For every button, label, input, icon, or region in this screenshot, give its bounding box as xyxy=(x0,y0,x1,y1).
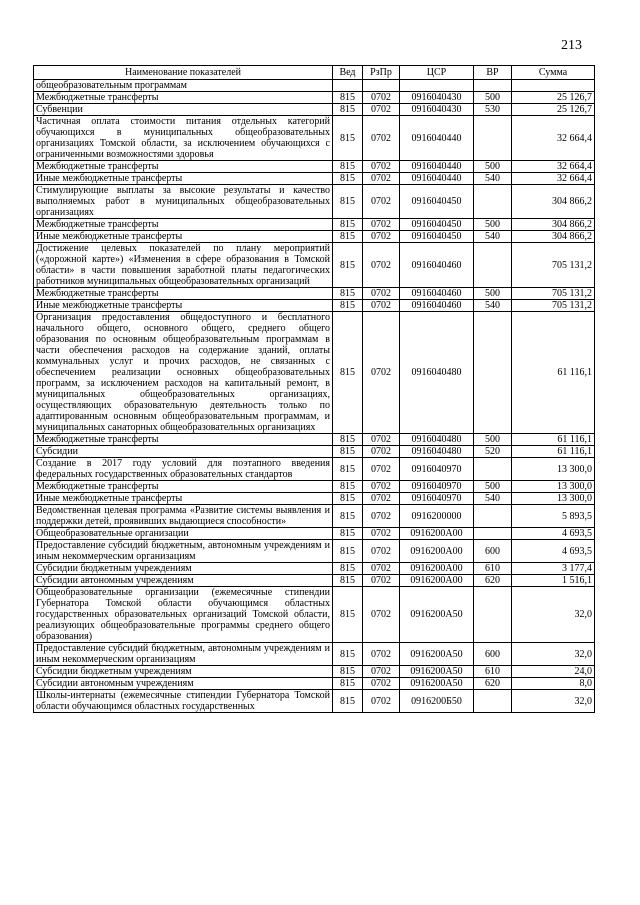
row-vr-cell xyxy=(474,243,512,288)
row-name-cell: Предоставление субсидий бюджетным, автономным учреждениям и иным некоммерческим организациям xyxy=(34,643,333,666)
row-ved-cell: 815 xyxy=(333,104,363,116)
row-vr-cell: 520 xyxy=(474,446,512,458)
row-csr-cell: 0916040480 xyxy=(400,446,474,458)
row-sum-cell: 32 664,4 xyxy=(512,116,595,161)
row-sum-cell: 61 116,1 xyxy=(512,312,595,434)
row-csr-cell: 0916040440 xyxy=(400,116,474,161)
row-ved-cell: 815 xyxy=(333,666,363,678)
row-csr-cell: 0916040460 xyxy=(400,243,474,288)
row-sum-cell: 24,0 xyxy=(512,666,595,678)
table-row xyxy=(34,587,595,643)
row-csr-cell: 0916040440 xyxy=(400,173,474,185)
row-csr-cell: 0916040460 xyxy=(400,300,474,312)
row-rzpr-cell: 0702 xyxy=(363,563,400,575)
row-name-cell: Субсидии автономным учреждениям xyxy=(34,678,333,690)
table-row xyxy=(34,446,595,458)
table-row xyxy=(34,219,595,231)
row-ved-cell: 815 xyxy=(333,116,363,161)
header-vr: ВР xyxy=(474,66,512,80)
row-csr-cell: 0916200А50 xyxy=(400,666,474,678)
row-ved-cell: 815 xyxy=(333,312,363,434)
row-vr-cell: 500 xyxy=(474,481,512,493)
row-ved-cell: 815 xyxy=(333,528,363,540)
table-row xyxy=(34,185,595,219)
row-vr-cell: 500 xyxy=(474,288,512,300)
row-ved-cell: 815 xyxy=(333,505,363,528)
row-rzpr-cell: 0702 xyxy=(363,505,400,528)
row-rzpr-cell: 0702 xyxy=(363,493,400,505)
row-vr-cell: 530 xyxy=(474,104,512,116)
row-name-cell: Школы-интернаты (ежемесячные стипендии Губернатора Томской области обучающимся областных государственных xyxy=(34,690,333,713)
row-csr-cell: 0916200А50 xyxy=(400,678,474,690)
row-sum-cell: 13 300,0 xyxy=(512,481,595,493)
row-sum-cell: 61 116,1 xyxy=(512,434,595,446)
row-ved-cell: 815 xyxy=(333,587,363,643)
row-ved-cell xyxy=(333,80,363,92)
row-name-cell: Ведомственная целевая программа «Развитие системы выявления и поддержки детей, проявивших выдающиеся способности» xyxy=(34,505,333,528)
row-rzpr-cell: 0702 xyxy=(363,104,400,116)
row-vr-cell: 610 xyxy=(474,666,512,678)
row-ved-cell: 815 xyxy=(333,92,363,104)
row-rzpr-cell: 0702 xyxy=(363,288,400,300)
table-row xyxy=(34,643,595,666)
row-name-cell: Иные межбюджетные трансферты xyxy=(34,231,333,243)
table-row xyxy=(34,505,595,528)
row-ved-cell: 815 xyxy=(333,173,363,185)
row-sum-cell: 8,0 xyxy=(512,678,595,690)
row-rzpr-cell: 0702 xyxy=(363,219,400,231)
row-sum-cell: 32,0 xyxy=(512,690,595,713)
row-name-cell: Межбюджетные трансферты xyxy=(34,434,333,446)
row-csr-cell: 0916200А00 xyxy=(400,575,474,587)
row-name-cell: Общеобразовательные организации xyxy=(34,528,333,540)
row-sum-cell: 3 177,4 xyxy=(512,563,595,575)
row-ved-cell: 815 xyxy=(333,575,363,587)
table-row xyxy=(34,312,595,434)
row-sum-cell xyxy=(512,80,595,92)
row-vr-cell: 540 xyxy=(474,231,512,243)
row-ved-cell: 815 xyxy=(333,243,363,288)
row-csr-cell: 0916200А50 xyxy=(400,643,474,666)
table-row xyxy=(34,434,595,446)
row-ved-cell: 815 xyxy=(333,643,363,666)
row-csr-cell: 0916200А00 xyxy=(400,563,474,575)
row-name-cell: Иные межбюджетные трансферты xyxy=(34,173,333,185)
row-ved-cell: 815 xyxy=(333,161,363,173)
row-rzpr-cell: 0702 xyxy=(363,528,400,540)
row-rzpr-cell xyxy=(363,80,400,92)
header-ved: Вед xyxy=(333,66,363,80)
row-rzpr-cell: 0702 xyxy=(363,434,400,446)
row-csr-cell: 0916040430 xyxy=(400,104,474,116)
header-sum: Сумма xyxy=(512,66,595,80)
row-ved-cell: 815 xyxy=(333,434,363,446)
page-number: 213 xyxy=(561,38,582,53)
row-vr-cell: 500 xyxy=(474,92,512,104)
table-row xyxy=(34,678,595,690)
row-rzpr-cell: 0702 xyxy=(363,116,400,161)
row-vr-cell: 600 xyxy=(474,540,512,563)
row-sum-cell: 25 126,7 xyxy=(512,104,595,116)
row-ved-cell: 815 xyxy=(333,288,363,300)
row-csr-cell xyxy=(400,80,474,92)
row-sum-cell: 705 131,2 xyxy=(512,300,595,312)
row-sum-cell: 13 300,0 xyxy=(512,458,595,481)
row-ved-cell: 815 xyxy=(333,458,363,481)
table-row xyxy=(34,80,595,92)
row-vr-cell xyxy=(474,587,512,643)
row-csr-cell: 0916200А00 xyxy=(400,540,474,563)
row-csr-cell: 0916040480 xyxy=(400,434,474,446)
table-row xyxy=(34,104,595,116)
row-name-cell: Субвенции xyxy=(34,104,333,116)
row-rzpr-cell: 0702 xyxy=(363,643,400,666)
row-vr-cell: 540 xyxy=(474,493,512,505)
row-csr-cell: 0916040450 xyxy=(400,219,474,231)
row-vr-cell xyxy=(474,458,512,481)
row-name-cell: Общеобразовательные организации (ежемесячные стипендии Губернатора Томской области обучающимся областных государственных образовательных организаций Томской области, реализующих общеобразовательные программы среднего общего образования) xyxy=(34,587,333,643)
table-row xyxy=(34,161,595,173)
table-row xyxy=(34,575,595,587)
row-name-cell: Межбюджетные трансферты xyxy=(34,92,333,104)
row-csr-cell: 0916040970 xyxy=(400,458,474,481)
table-row xyxy=(34,493,595,505)
row-ved-cell: 815 xyxy=(333,678,363,690)
row-vr-cell: 610 xyxy=(474,563,512,575)
row-ved-cell: 815 xyxy=(333,231,363,243)
row-vr-cell: 620 xyxy=(474,575,512,587)
row-rzpr-cell: 0702 xyxy=(363,481,400,493)
row-csr-cell: 0916200000 xyxy=(400,505,474,528)
row-ved-cell: 815 xyxy=(333,446,363,458)
row-rzpr-cell: 0702 xyxy=(363,92,400,104)
row-name-cell: общеобразовательным программам xyxy=(34,80,333,92)
row-sum-cell: 4 693,5 xyxy=(512,540,595,563)
table-row xyxy=(34,231,595,243)
row-name-cell: Межбюджетные трансферты xyxy=(34,219,333,231)
row-sum-cell: 1 516,1 xyxy=(512,575,595,587)
row-rzpr-cell: 0702 xyxy=(363,587,400,643)
row-rzpr-cell: 0702 xyxy=(363,446,400,458)
row-rzpr-cell: 0702 xyxy=(363,458,400,481)
row-rzpr-cell: 0702 xyxy=(363,666,400,678)
table-header-row xyxy=(34,66,595,80)
row-csr-cell: 0916040440 xyxy=(400,161,474,173)
row-csr-cell: 0916200А50 xyxy=(400,587,474,643)
row-ved-cell: 815 xyxy=(333,300,363,312)
row-ved-cell: 815 xyxy=(333,563,363,575)
table-row xyxy=(34,690,595,713)
row-csr-cell: 0916200А00 xyxy=(400,528,474,540)
row-rzpr-cell: 0702 xyxy=(363,231,400,243)
row-csr-cell: 0916040450 xyxy=(400,231,474,243)
header-name: Наименование показателей xyxy=(34,66,333,80)
row-ved-cell: 815 xyxy=(333,481,363,493)
row-sum-cell: 705 131,2 xyxy=(512,243,595,288)
row-csr-cell: 0916200Б50 xyxy=(400,690,474,713)
row-sum-cell: 32 664,4 xyxy=(512,161,595,173)
row-name-cell: Достижение целевых показателей по плану мероприятий («дорожной карте») «Изменения в сфере образования в Томской области» в части повышения заработной платы педагогических работников муниципальных общеобразовательных организаций xyxy=(34,243,333,288)
row-vr-cell xyxy=(474,505,512,528)
row-ved-cell: 815 xyxy=(333,493,363,505)
row-name-cell: Частичная оплата стоимости питания отдельных категорий обучающихся в муниципальных общеобразовательных организациях Томской области, за исключением обучающихся с ограниченными возможностями здоровья xyxy=(34,116,333,161)
table-row xyxy=(34,563,595,575)
row-rzpr-cell: 0702 xyxy=(363,312,400,434)
table-row xyxy=(34,481,595,493)
row-csr-cell: 0916040970 xyxy=(400,493,474,505)
row-name-cell: Предоставление субсидий бюджетным, автономным учреждениям и иным некоммерческим организациям xyxy=(34,540,333,563)
row-ved-cell: 815 xyxy=(333,185,363,219)
row-vr-cell: 500 xyxy=(474,161,512,173)
row-rzpr-cell: 0702 xyxy=(363,575,400,587)
row-csr-cell: 0916040480 xyxy=(400,312,474,434)
row-vr-cell xyxy=(474,185,512,219)
header-csr: ЦСР xyxy=(400,66,474,80)
row-name-cell: Организация предоставления общедоступного и бесплатного начального общего, основного общего, среднего общего образования по основным общеобразовательным программам в части обеспечения расходов на содержание зданий, оплаты коммунальных услуг и прочих расходов, не связанных с обеспечением реализации основных общеобразовательных программ, за исключением расходов на капитальный ремонт, в муниципальных общеобразовательных организациях, осуществляющих образовательную деятельность только по адаптированным основным общеобразовательным программам, и муниципальных санаторных общеобразовательных организациях xyxy=(34,312,333,434)
table-row xyxy=(34,243,595,288)
row-name-cell: Межбюджетные трансферты xyxy=(34,161,333,173)
row-sum-cell: 32,0 xyxy=(512,587,595,643)
row-csr-cell: 0916040460 xyxy=(400,288,474,300)
row-rzpr-cell: 0702 xyxy=(363,243,400,288)
row-name-cell: Субсидии бюджетным учреждениям xyxy=(34,666,333,678)
row-vr-cell xyxy=(474,690,512,713)
row-ved-cell: 815 xyxy=(333,219,363,231)
table-row xyxy=(34,92,595,104)
row-name-cell: Иные межбюджетные трансферты xyxy=(34,493,333,505)
row-name-cell: Субсидии автономным учреждениям xyxy=(34,575,333,587)
row-vr-cell xyxy=(474,116,512,161)
table-row xyxy=(34,173,595,185)
row-sum-cell: 4 693,5 xyxy=(512,528,595,540)
row-rzpr-cell: 0702 xyxy=(363,161,400,173)
row-sum-cell: 25 126,7 xyxy=(512,92,595,104)
row-name-cell: Межбюджетные трансферты xyxy=(34,481,333,493)
row-vr-cell: 600 xyxy=(474,643,512,666)
table-row xyxy=(34,288,595,300)
header-rzpr: РзПр xyxy=(363,66,400,80)
row-rzpr-cell: 0702 xyxy=(363,173,400,185)
row-rzpr-cell: 0702 xyxy=(363,690,400,713)
row-name-cell: Создание в 2017 году условий для поэтапного введения федеральных государственных образовательных стандартов xyxy=(34,458,333,481)
row-name-cell: Субсидии бюджетным учреждениям xyxy=(34,563,333,575)
table-row xyxy=(34,528,595,540)
row-sum-cell: 61 116,1 xyxy=(512,446,595,458)
row-vr-cell xyxy=(474,80,512,92)
row-sum-cell: 304 866,2 xyxy=(512,231,595,243)
row-sum-cell: 705 131,2 xyxy=(512,288,595,300)
table-row xyxy=(34,300,595,312)
row-name-cell: Стимулирующие выплаты за высокие результаты и качество выполняемых работ в муниципальных общеобразовательных организациях xyxy=(34,185,333,219)
table-row xyxy=(34,116,595,161)
row-sum-cell: 32,0 xyxy=(512,643,595,666)
row-vr-cell: 540 xyxy=(474,300,512,312)
row-rzpr-cell: 0702 xyxy=(363,540,400,563)
row-vr-cell xyxy=(474,312,512,434)
row-sum-cell: 32 664,4 xyxy=(512,173,595,185)
budget-table xyxy=(33,65,595,713)
row-sum-cell: 304 866,2 xyxy=(512,219,595,231)
row-name-cell: Иные межбюджетные трансферты xyxy=(34,300,333,312)
row-sum-cell: 13 300,0 xyxy=(512,493,595,505)
row-vr-cell xyxy=(474,528,512,540)
row-ved-cell: 815 xyxy=(333,540,363,563)
row-csr-cell: 0916040430 xyxy=(400,92,474,104)
row-rzpr-cell: 0702 xyxy=(363,185,400,219)
row-sum-cell: 304 866,2 xyxy=(512,185,595,219)
row-vr-cell: 500 xyxy=(474,219,512,231)
row-csr-cell: 0916040970 xyxy=(400,481,474,493)
row-vr-cell: 500 xyxy=(474,434,512,446)
row-name-cell: Субсидии xyxy=(34,446,333,458)
row-rzpr-cell: 0702 xyxy=(363,678,400,690)
row-sum-cell: 5 893,5 xyxy=(512,505,595,528)
table-row xyxy=(34,666,595,678)
row-vr-cell: 540 xyxy=(474,173,512,185)
table-row xyxy=(34,458,595,481)
row-ved-cell: 815 xyxy=(333,690,363,713)
row-vr-cell: 620 xyxy=(474,678,512,690)
row-csr-cell: 0916040450 xyxy=(400,185,474,219)
row-rzpr-cell: 0702 xyxy=(363,300,400,312)
table-row xyxy=(34,540,595,563)
row-name-cell: Межбюджетные трансферты xyxy=(34,288,333,300)
